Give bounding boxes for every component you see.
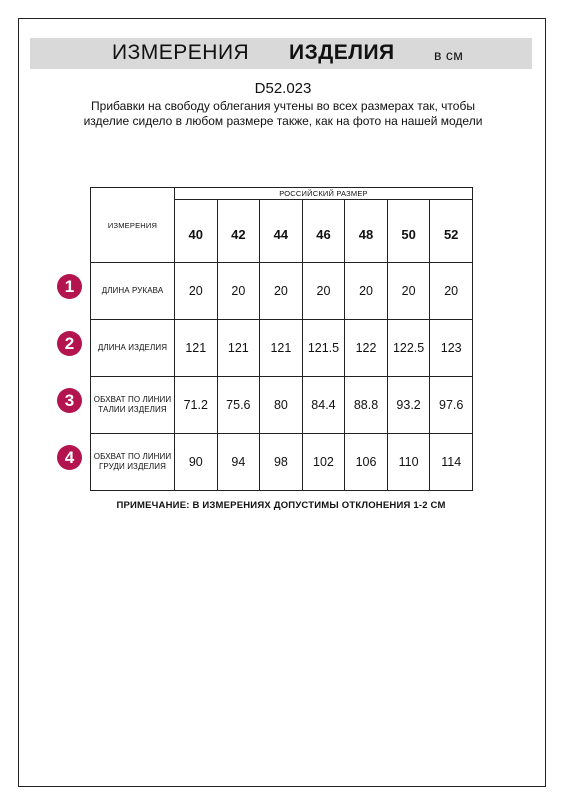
table-cell: 121 xyxy=(217,320,260,377)
table-cell: 93.2 xyxy=(387,377,430,434)
fit-description: Прибавки на свободу облегания учтены во всех размерах так, чтобы изделие сидело в любом размере также, как на фото на нашей модели xyxy=(83,99,483,128)
title-unit: в см xyxy=(434,47,464,63)
table-cell: 97.6 xyxy=(430,377,473,434)
table-row xyxy=(91,320,473,377)
table-cell: 20 xyxy=(302,263,345,320)
table-cell: 121.5 xyxy=(302,320,345,377)
size-header: 44 xyxy=(260,200,303,263)
table-cell: 20 xyxy=(175,263,218,320)
table-cell: 20 xyxy=(217,263,260,320)
title-product: ИЗДЕЛИЯ xyxy=(289,41,395,64)
table-row xyxy=(91,434,473,491)
table-row xyxy=(91,263,473,320)
row-label: ДЛИНА ИЗДЕЛИЯ xyxy=(91,320,175,377)
row-label: ОБХВАТ ПО ЛИНИИ ТАЛИИ ИЗДЕЛИЯ xyxy=(91,377,175,434)
table-cell: 80 xyxy=(260,377,303,434)
row-label: ОБХВАТ ПО ЛИНИИ ГРУДИ ИЗДЕЛИЯ xyxy=(91,434,175,491)
number-badge: 2 xyxy=(57,331,82,356)
table-cell: 102 xyxy=(302,434,345,491)
table-cell: 84.4 xyxy=(302,377,345,434)
size-header: 52 xyxy=(430,200,473,263)
size-header: 46 xyxy=(302,200,345,263)
table-cell: 122.5 xyxy=(387,320,430,377)
tolerance-note: ПРИМЕЧАНИЕ: В ИЗМЕРЕНИЯХ ДОПУСТИМЫ ОТКЛОНЕНИЯ 1-2 СМ xyxy=(116,500,446,511)
title-bar xyxy=(30,38,532,69)
table-cell: 123 xyxy=(430,320,473,377)
table-cell: 90 xyxy=(175,434,218,491)
table-row xyxy=(91,377,473,434)
row-label: ДЛИНА РУКАВА xyxy=(91,263,175,320)
number-badge: 3 xyxy=(57,388,82,413)
table-cell: 71.2 xyxy=(175,377,218,434)
size-header: 48 xyxy=(345,200,388,263)
number-badge: 1 xyxy=(57,274,82,299)
table-cell: 75.6 xyxy=(217,377,260,434)
table-cell: 110 xyxy=(387,434,430,491)
table-cell: 20 xyxy=(430,263,473,320)
table-cell: 88.8 xyxy=(345,377,388,434)
size-header: 40 xyxy=(175,200,218,263)
measure-header: ИЗМЕРЕНИЯ xyxy=(91,188,175,263)
table-cell: 114 xyxy=(430,434,473,491)
table-cell: 121 xyxy=(175,320,218,377)
table-cell: 20 xyxy=(387,263,430,320)
table-cell: 122 xyxy=(345,320,388,377)
size-group-header: РОССИЙСКИЙ РАЗМЕР xyxy=(175,188,473,200)
table-cell: 106 xyxy=(345,434,388,491)
table-cell: 20 xyxy=(345,263,388,320)
table-cell: 94 xyxy=(217,434,260,491)
size-table xyxy=(90,187,473,491)
number-badge: 4 xyxy=(57,445,82,470)
size-header: 50 xyxy=(387,200,430,263)
size-header: 42 xyxy=(217,200,260,263)
product-code: D52.023 xyxy=(254,80,312,97)
title-measurements: ИЗМЕРЕНИЯ xyxy=(112,41,250,64)
table-cell: 20 xyxy=(260,263,303,320)
table-cell: 98 xyxy=(260,434,303,491)
table-cell: 121 xyxy=(260,320,303,377)
